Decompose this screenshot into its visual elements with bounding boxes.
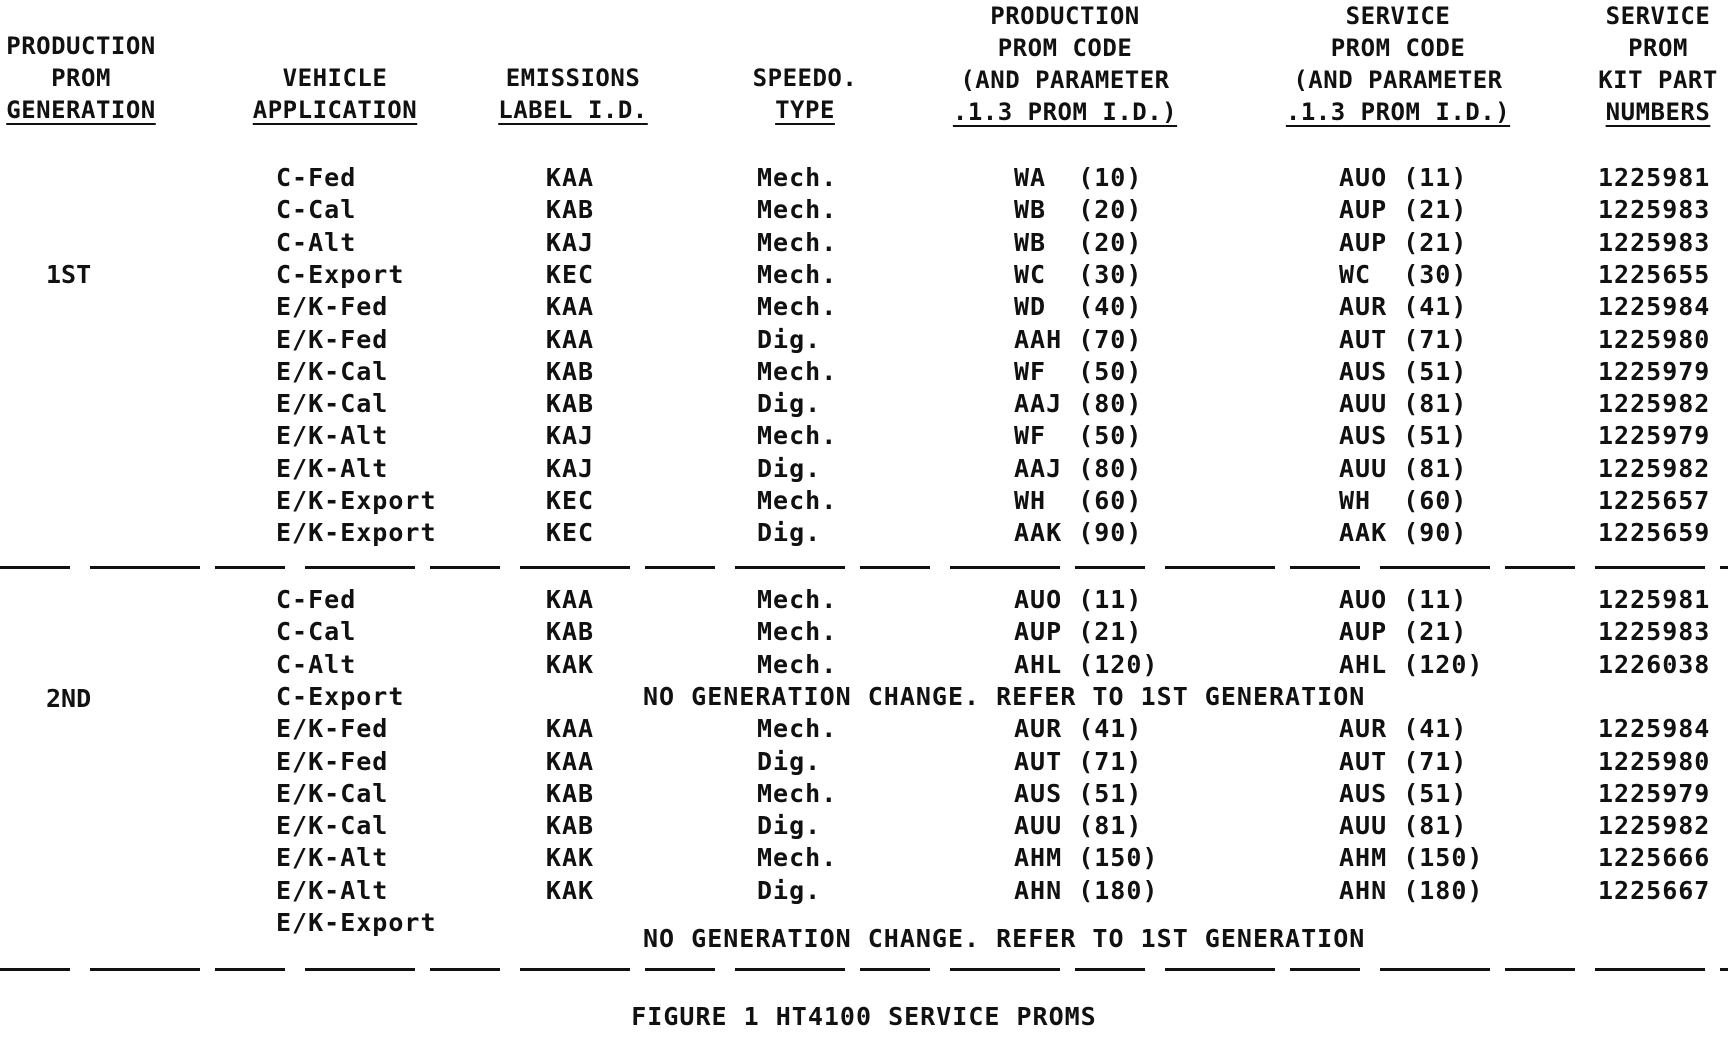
emissions-cell: KAA bbox=[545, 324, 595, 354]
speedo-cell: Mech. bbox=[757, 356, 838, 386]
service-prom-cell: AHM (150) bbox=[1339, 843, 1484, 873]
kit-part-number-cell: 1225984 bbox=[1598, 714, 1711, 744]
speedo-cell: Mech. bbox=[757, 227, 838, 257]
emissions-cell: KAK bbox=[545, 843, 595, 873]
vehicle-cell: C-Export bbox=[276, 681, 405, 711]
header-kit-line: KIT PART bbox=[1598, 66, 1718, 94]
header-production-prom-line: PRODUCTION bbox=[990, 2, 1140, 30]
vehicle-cell: E/K-Export bbox=[276, 518, 437, 548]
production-prom-cell: WA (10) bbox=[1014, 163, 1143, 192]
vehicle-cell: E/K-Export bbox=[276, 908, 437, 937]
header-generation bbox=[0, 30, 162, 126]
service-prom-cell: WC (30) bbox=[1339, 259, 1468, 289]
emissions-cell: KAB bbox=[545, 778, 595, 808]
service-prom-cell: AUS (51) bbox=[1339, 778, 1468, 808]
vehicle-cell: C-Fed bbox=[276, 163, 357, 192]
header-speedo-line: TYPE bbox=[775, 96, 835, 124]
service-prom-cell: AUO (11) bbox=[1339, 163, 1468, 192]
production-prom-cell: AHN (180) bbox=[1014, 875, 1159, 905]
service-prom-cell: AAK (90) bbox=[1339, 518, 1468, 548]
production-prom-cell: AUU (81) bbox=[1014, 811, 1143, 841]
header-service-prom bbox=[1268, 0, 1528, 128]
speedo-cell: Dig. bbox=[757, 389, 822, 419]
production-prom-cell: AHL (120) bbox=[1014, 649, 1159, 679]
emissions-cell: KAJ bbox=[545, 227, 595, 257]
service-prom-cell: AUT (71) bbox=[1339, 746, 1468, 776]
emissions-cell: KAJ bbox=[545, 421, 595, 451]
speedo-cell: Dig. bbox=[757, 811, 822, 841]
emissions-cell: KAA bbox=[545, 292, 595, 322]
speedo-cell: Mech. bbox=[757, 259, 838, 289]
header-emissions-line: EMISSIONS bbox=[505, 64, 641, 92]
kit-part-number-cell: 1225982 bbox=[1598, 389, 1711, 419]
kit-part-number-cell: 1225983 bbox=[1598, 617, 1711, 647]
header-vehicle-line: APPLICATION bbox=[252, 96, 418, 124]
production-prom-cell: AUP (21) bbox=[1014, 617, 1143, 647]
service-prom-cell: AHN (180) bbox=[1339, 875, 1484, 905]
service-prom-cell: WH (60) bbox=[1339, 486, 1468, 515]
production-prom-cell: WD (40) bbox=[1014, 292, 1143, 322]
vehicle-cell: E/K-Cal bbox=[276, 389, 389, 419]
vehicle-cell: E/K-Fed bbox=[276, 324, 389, 354]
speedo-cell: Mech. bbox=[757, 843, 838, 873]
header-service-prom-line: .1.3 PROM I.D.) bbox=[1285, 98, 1511, 126]
speedo-cell: Mech. bbox=[757, 195, 838, 225]
figure-caption: FIGURE 1 HT4100 SERVICE PROMS bbox=[631, 1002, 1097, 1031]
header-service-prom-line: PROM CODE bbox=[1330, 34, 1466, 62]
production-prom-cell: WB (20) bbox=[1014, 227, 1143, 257]
vehicle-cell: C-Alt bbox=[276, 227, 357, 257]
service-prom-cell: AUS (51) bbox=[1339, 356, 1468, 386]
kit-part-number-cell: 1225983 bbox=[1598, 195, 1711, 225]
service-prom-cell: AUS (51) bbox=[1339, 421, 1468, 451]
vehicle-cell: C-Export bbox=[276, 259, 405, 289]
generation-label: 1ST bbox=[46, 260, 92, 289]
speedo-cell: Mech. bbox=[757, 714, 838, 744]
production-prom-cell: AAJ (80) bbox=[1014, 389, 1143, 419]
service-prom-cell: AUP (21) bbox=[1339, 617, 1468, 647]
header-production-prom bbox=[935, 0, 1195, 128]
vehicle-cell: E/K-Cal bbox=[276, 778, 389, 808]
production-prom-cell: AAH (70) bbox=[1014, 324, 1143, 354]
vehicle-cell: C-Cal bbox=[276, 195, 357, 225]
service-prom-cell: AUR (41) bbox=[1339, 714, 1468, 744]
vehicle-cell: E/K-Alt bbox=[276, 875, 389, 905]
group-separator bbox=[0, 566, 1728, 569]
service-prom-cell: AUO (11) bbox=[1339, 585, 1468, 614]
header-speedo-line: SPEEDO. bbox=[752, 64, 858, 92]
kit-part-number-cell: 1225984 bbox=[1598, 292, 1711, 322]
kit-part-number-cell: 1225983 bbox=[1598, 227, 1711, 257]
production-prom-cell: AAJ (80) bbox=[1014, 453, 1143, 483]
kit-part-number-cell: 1226038 bbox=[1598, 649, 1711, 679]
service-prom-cell: AUU (81) bbox=[1339, 811, 1468, 841]
header-kit-line: SERVICE bbox=[1605, 2, 1711, 30]
generation-label: 2ND bbox=[46, 684, 92, 713]
speedo-cell: Mech. bbox=[757, 617, 838, 647]
header-generation-line: GENERATION bbox=[6, 96, 156, 124]
header-service-prom-line: (AND PARAMETER bbox=[1293, 66, 1503, 94]
production-prom-cell: AUT (71) bbox=[1014, 746, 1143, 776]
emissions-cell: KEC bbox=[545, 259, 595, 289]
emissions-cell: KAB bbox=[545, 389, 595, 419]
emissions-cell: KAK bbox=[545, 875, 595, 905]
header-kit-line: NUMBERS bbox=[1605, 98, 1711, 126]
service-prom-cell: AHL (120) bbox=[1339, 649, 1484, 679]
emissions-cell: KEC bbox=[545, 518, 595, 548]
kit-part-number-cell: 1225667 bbox=[1598, 875, 1711, 905]
emissions-cell: KAA bbox=[545, 714, 595, 744]
kit-part-number-cell: 1225666 bbox=[1598, 843, 1711, 873]
production-prom-cell: AAK (90) bbox=[1014, 518, 1143, 548]
kit-part-number-cell: 1225657 bbox=[1598, 486, 1711, 515]
production-prom-cell: AHM (150) bbox=[1014, 843, 1159, 873]
vehicle-cell: E/K-Alt bbox=[276, 421, 389, 451]
vehicle-cell: E/K-Alt bbox=[276, 843, 389, 873]
no-change-note-c-export: NO GENERATION CHANGE. REFER TO 1ST GENERATION bbox=[643, 682, 1366, 711]
vehicle-cell: E/K-Fed bbox=[276, 746, 389, 776]
vehicle-cell: E/K-Alt bbox=[276, 453, 389, 483]
production-prom-cell: AUO (11) bbox=[1014, 585, 1143, 614]
vehicle-cell: E/K-Fed bbox=[276, 714, 389, 744]
vehicle-cell: E/K-Cal bbox=[276, 356, 389, 386]
kit-part-number-cell: 1225979 bbox=[1598, 778, 1711, 808]
emissions-cell: KAB bbox=[545, 617, 595, 647]
speedo-cell: Mech. bbox=[757, 778, 838, 808]
vehicle-cell: E/K-Fed bbox=[276, 292, 389, 322]
no-change-note-ek-export: NO GENERATION CHANGE. REFER TO 1ST GENERATION bbox=[643, 924, 1366, 953]
production-prom-cell: AUR (41) bbox=[1014, 714, 1143, 744]
header-service-prom-line: SERVICE bbox=[1345, 2, 1451, 30]
kit-part-number-cell: 1225980 bbox=[1598, 324, 1711, 354]
vehicle-cell: C-Cal bbox=[276, 617, 357, 647]
service-prom-cell: AUP (21) bbox=[1339, 195, 1468, 225]
kit-part-number-cell: 1225982 bbox=[1598, 453, 1711, 483]
vehicle-cell: C-Fed bbox=[276, 585, 357, 614]
service-prom-cell: AUU (81) bbox=[1339, 453, 1468, 483]
header-kit bbox=[1588, 0, 1728, 128]
emissions-cell: KAA bbox=[545, 746, 595, 776]
speedo-cell: Dig. bbox=[757, 324, 822, 354]
header-kit-line: PROM bbox=[1628, 34, 1688, 62]
emissions-cell: KAK bbox=[545, 649, 595, 679]
vehicle-cell: C-Alt bbox=[276, 649, 357, 679]
kit-part-number-cell: 1225982 bbox=[1598, 811, 1711, 841]
production-prom-cell: WF (50) bbox=[1014, 421, 1143, 451]
speedo-cell: Mech. bbox=[757, 163, 838, 192]
header-production-prom-line: (AND PARAMETER bbox=[960, 66, 1170, 94]
header-vehicle-line: VEHICLE bbox=[282, 64, 388, 92]
header-vehicle bbox=[235, 62, 435, 126]
emissions-cell: KAA bbox=[545, 163, 595, 192]
speedo-cell: Dig. bbox=[757, 453, 822, 483]
production-prom-cell: WF (50) bbox=[1014, 356, 1143, 386]
kit-part-number-cell: 1225979 bbox=[1598, 421, 1711, 451]
header-production-prom-line: .1.3 PROM I.D.) bbox=[952, 98, 1178, 126]
header-production-prom-line: PROM CODE bbox=[997, 34, 1133, 62]
service-prom-cell: AUU (81) bbox=[1339, 389, 1468, 419]
production-prom-cell: WB (20) bbox=[1014, 195, 1143, 225]
emissions-cell: KAJ bbox=[545, 453, 595, 483]
kit-part-number-cell: 1225980 bbox=[1598, 746, 1711, 776]
emissions-cell: KAB bbox=[545, 195, 595, 225]
speedo-cell: Mech. bbox=[757, 421, 838, 451]
emissions-cell: KAB bbox=[545, 356, 595, 386]
kit-part-number-cell: 1225655 bbox=[1598, 259, 1711, 289]
speedo-cell: Dig. bbox=[757, 518, 822, 548]
emissions-cell: KEC bbox=[545, 486, 595, 515]
service-prom-cell: AUP (21) bbox=[1339, 227, 1468, 257]
header-emissions bbox=[488, 62, 658, 126]
emissions-cell: KAB bbox=[545, 811, 595, 841]
speedo-cell: Mech. bbox=[757, 292, 838, 322]
kit-part-number-cell: 1225979 bbox=[1598, 356, 1711, 386]
service-prom-cell: AUR (41) bbox=[1339, 292, 1468, 322]
vehicle-cell: E/K-Cal bbox=[276, 811, 389, 841]
vehicle-cell: E/K-Export bbox=[276, 486, 437, 515]
production-prom-cell: WC (30) bbox=[1014, 259, 1143, 289]
header-generation-line: PRODUCTION bbox=[6, 32, 156, 60]
speedo-cell: Mech. bbox=[757, 649, 838, 679]
speedo-cell: Dig. bbox=[757, 746, 822, 776]
production-prom-cell: WH (60) bbox=[1014, 486, 1143, 515]
speedo-cell: Mech. bbox=[757, 585, 838, 614]
header-speedo bbox=[730, 62, 880, 126]
header-emissions-line: LABEL I.D. bbox=[498, 96, 648, 124]
kit-part-number-cell: 1225659 bbox=[1598, 518, 1711, 548]
emissions-cell: KAA bbox=[545, 585, 595, 614]
kit-part-number-cell: 1225981 bbox=[1598, 585, 1711, 614]
header-generation-line: PROM bbox=[51, 64, 111, 92]
speedo-cell: Dig. bbox=[757, 875, 822, 905]
table-bottom-rule bbox=[0, 968, 1728, 971]
speedo-cell: Mech. bbox=[757, 486, 838, 515]
service-prom-cell: AUT (71) bbox=[1339, 324, 1468, 354]
kit-part-number-cell: 1225981 bbox=[1598, 163, 1711, 192]
production-prom-cell: AUS (51) bbox=[1014, 778, 1143, 808]
